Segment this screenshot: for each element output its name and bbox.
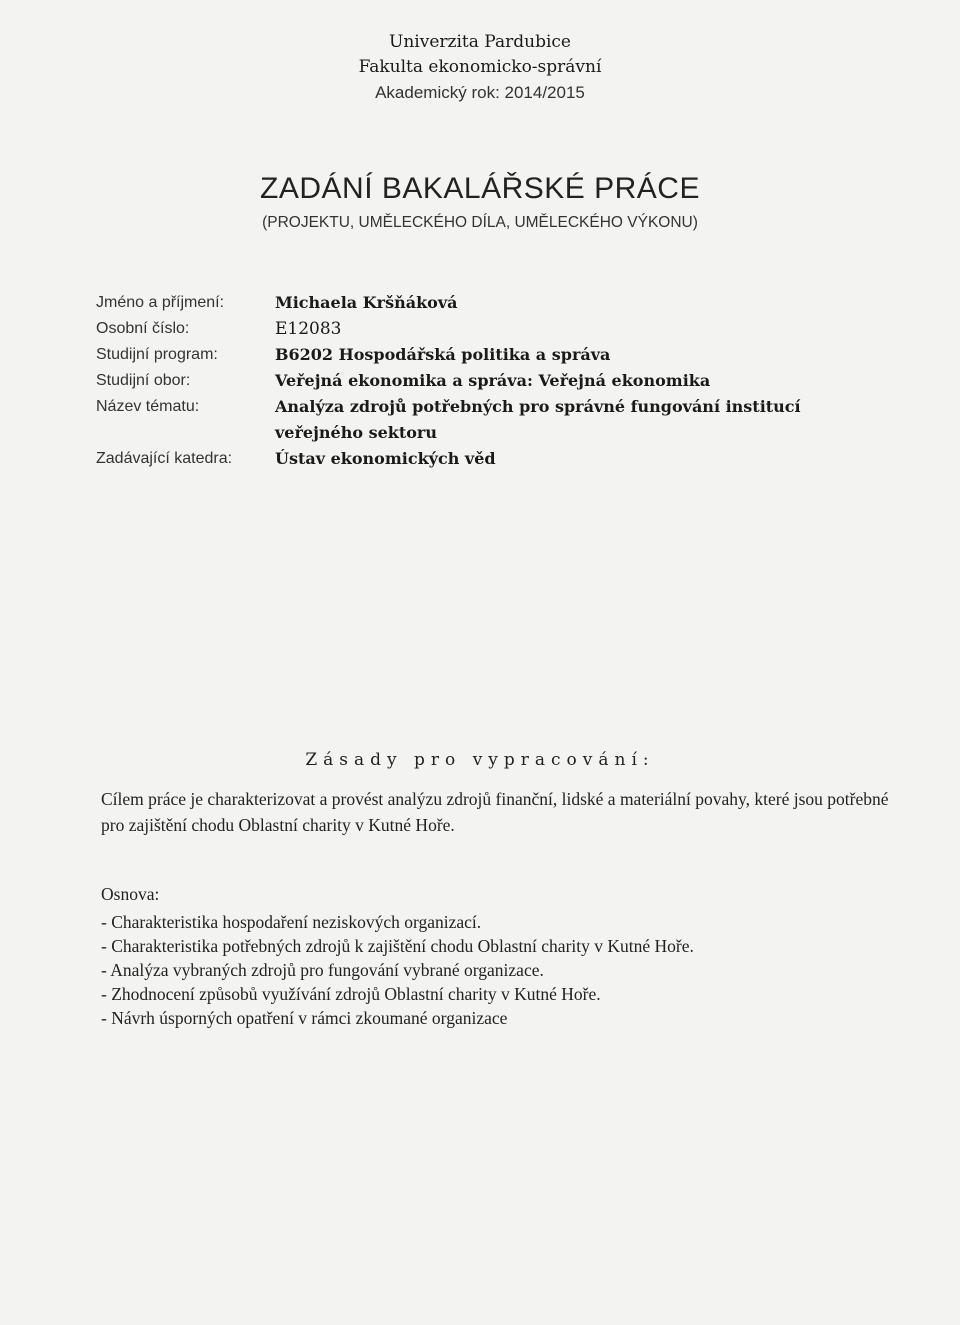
- info-label: Jméno a příjmení:: [96, 294, 225, 311]
- info-row-program: [96, 342, 896, 368]
- info-value: B6202 Hospodářská politika a správa: [275, 345, 611, 364]
- info-value: Michaela Kršňáková: [275, 293, 458, 312]
- info-row-department: [96, 446, 896, 472]
- info-row-id: [96, 316, 896, 342]
- info-value: Analýza zdrojů potřebných pro správné fungování institucí veřejného sektoru: [275, 397, 801, 442]
- academic-year: Akademický rok: 2014/2015: [375, 83, 585, 102]
- info-row-name: [96, 290, 896, 316]
- info-label: Osobní číslo:: [96, 320, 190, 337]
- info-value: E12083: [275, 319, 342, 339]
- outline-item: - Zhodnocení způsobů využívání zdrojů Oblastní charity v Kutné Hoře.: [101, 982, 891, 1006]
- document-title: ZADÁNÍ BAKALÁŘSKÉ PRÁCE: [260, 172, 700, 205]
- outline-item: - Analýza vybraných zdrojů pro fungování vybrané organizace.: [101, 958, 891, 982]
- goal-paragraph: Cílem práce je charakterizovat a provést analýzu zdrojů finanční, lidské a materiální povahy, které jsou potřebné pro zajištění chodu Oblastní charity v Kutné Hoře.: [101, 789, 889, 835]
- info-label: Zadávající katedra:: [96, 450, 233, 467]
- outline-section: [101, 882, 891, 1030]
- principles-heading: Zásady pro vypracování:: [305, 750, 655, 770]
- info-label: Studijní program:: [96, 346, 218, 363]
- info-row-topic: [96, 394, 896, 446]
- outline-heading: Osnova:: [101, 884, 160, 904]
- document-header: [0, 30, 960, 105]
- info-row-field: [96, 368, 896, 394]
- faculty-name: Fakulta ekonomicko-správní: [358, 57, 602, 77]
- title-block: [0, 170, 960, 234]
- university-name: Univerzita Pardubice: [389, 32, 571, 52]
- outline-item: - Charakteristika hospodaření neziskových organizací.: [101, 910, 891, 934]
- outline-list: [101, 910, 891, 1030]
- outline-item: - Návrh úsporných opatření v rámci zkoumané organizace: [101, 1006, 891, 1030]
- outline-item: - Charakteristika potřebných zdrojů k zajištění chodu Oblastní charity v Kutné Hoře.: [101, 934, 891, 958]
- info-label: Název tématu:: [96, 398, 200, 415]
- info-label: Studijní obor:: [96, 372, 191, 389]
- info-value: Ústav ekonomických věd: [275, 449, 496, 468]
- document-subtitle: (PROJEKTU, UMĚLECKÉHO DÍLA, UMĚLECKÉHO VÝKONU): [262, 214, 698, 231]
- info-value: Veřejná ekonomika a správa: Veřejná ekonomika: [275, 371, 711, 390]
- student-info: [96, 290, 896, 472]
